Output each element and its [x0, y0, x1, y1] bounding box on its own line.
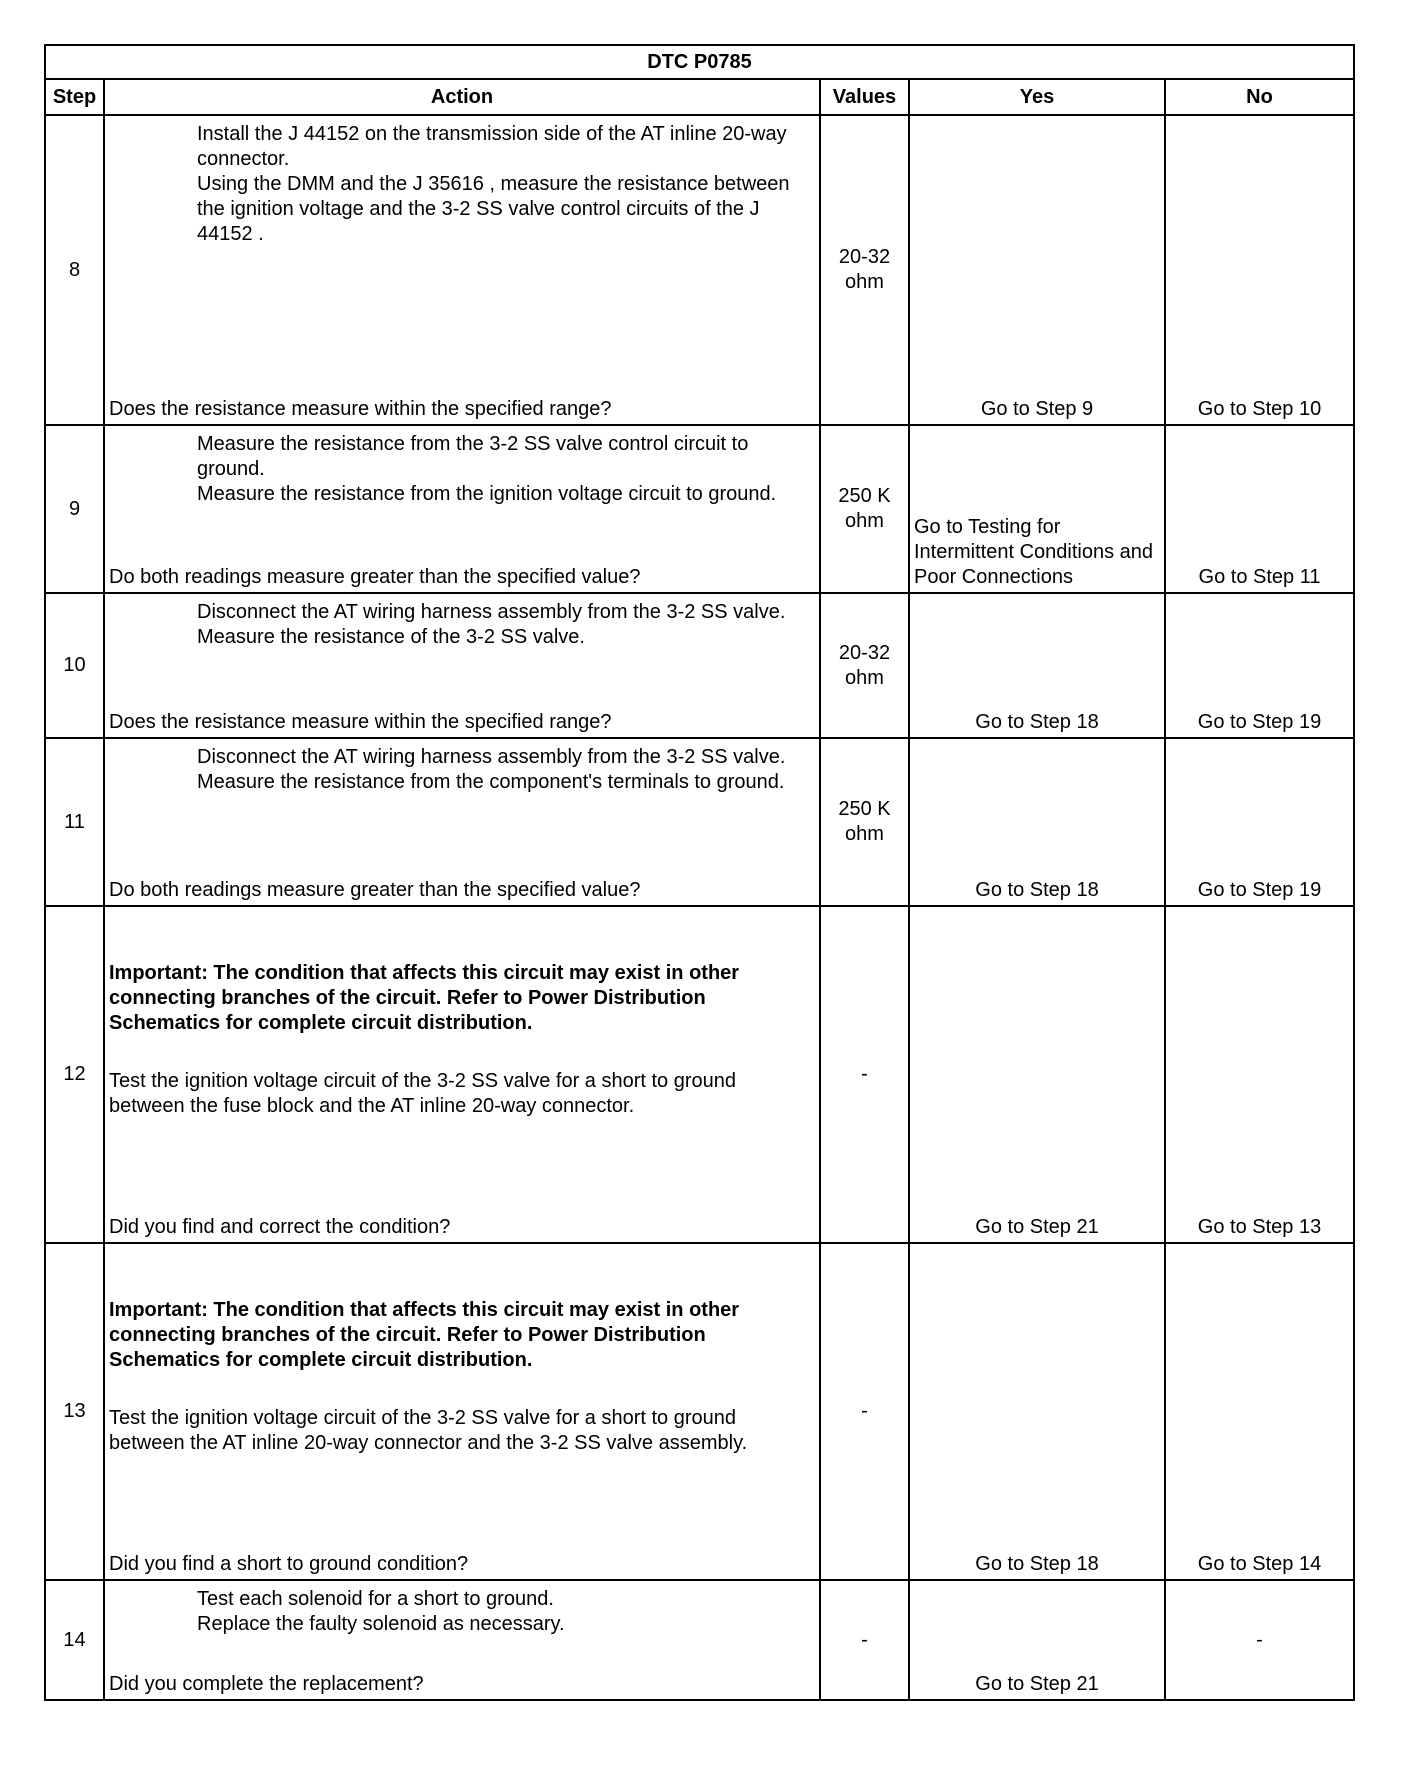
- no-link[interactable]: Go to Step 19: [1197, 711, 1322, 733]
- question: Do both readings measure greater than the specified value?: [109, 566, 641, 588]
- instruction: Measure the resistance from the ignition voltage circuit to ground.: [197, 483, 777, 505]
- header-yes: Yes: [909, 79, 1165, 115]
- no-cell: [1165, 1580, 1354, 1700]
- header-step: Step: [45, 79, 104, 115]
- value-cell: [820, 1580, 909, 1700]
- yes-cell: [909, 906, 1165, 1243]
- question: Do both readings measure greater than the specified value?: [109, 879, 641, 901]
- action-cell: [104, 593, 820, 738]
- instruction: Disconnect the AT wiring harness assembly from the 3-2 SS valve.: [197, 746, 786, 768]
- action-cell: [104, 738, 820, 906]
- yes-link[interactable]: Go to Step 21: [975, 1216, 1099, 1238]
- value-cell: [820, 1243, 909, 1580]
- table-row: [45, 593, 1354, 738]
- yes-link[interactable]: Go to Step 18: [975, 711, 1099, 733]
- step-number: 13: [45, 1243, 104, 1580]
- instruction: Using the DMM and the J 35616 , measure the resistance between the ignition voltage and the 3-2 SS valve control circuits of the J 44152 .: [197, 173, 790, 245]
- instruction: Replace the faulty solenoid as necessary.: [197, 1613, 565, 1635]
- value-text: 20-32: [838, 246, 891, 268]
- instruction: Measure the resistance from the 3-2 SS valve control circuit to ground.: [197, 433, 749, 480]
- step-number: 8: [45, 115, 104, 425]
- question: Did you complete the replacement?: [109, 1673, 424, 1695]
- header-no: No: [1165, 79, 1354, 115]
- no-link[interactable]: Go to Step 14: [1197, 1553, 1322, 1575]
- no-link[interactable]: Go to Step 11: [1198, 566, 1321, 588]
- step-number: 14: [45, 1580, 104, 1700]
- no-cell: [1165, 115, 1354, 425]
- no-cell: [1165, 593, 1354, 738]
- table-row: [45, 906, 1354, 1243]
- no-cell: [1165, 425, 1354, 593]
- yes-cell: [909, 425, 1165, 593]
- yes-link[interactable]: Go to Step 9: [980, 398, 1094, 420]
- action-cell: [104, 1243, 820, 1580]
- action-cell: [104, 425, 820, 593]
- value-cell: [820, 115, 909, 425]
- yes-cell: [909, 738, 1165, 906]
- question: Did you find a short to ground condition?: [109, 1553, 469, 1575]
- question: Does the resistance measure within the specified range?: [109, 711, 612, 733]
- value-text: -: [861, 1400, 868, 1422]
- table-row: [45, 115, 1354, 425]
- no-link[interactable]: Go to Step 13: [1197, 1216, 1322, 1238]
- value-text: 250 K: [838, 798, 891, 820]
- value-unit: ohm: [845, 823, 884, 845]
- instruction: Test each solenoid for a short to ground.: [197, 1588, 554, 1610]
- value-text: -: [861, 1063, 868, 1085]
- no-cell: [1165, 1243, 1354, 1580]
- dtc-table: [44, 44, 1355, 1701]
- yes-cell: [909, 1580, 1165, 1700]
- question: Does the resistance measure within the specified range?: [109, 398, 612, 420]
- yes-link[interactable]: Go to Step 18: [975, 1553, 1099, 1575]
- instruction: Measure the resistance of the 3-2 SS valve.: [197, 626, 585, 648]
- no-cell: [1165, 738, 1354, 906]
- step-number: 11: [45, 738, 104, 906]
- no-link[interactable]: Go to Step 10: [1197, 398, 1322, 420]
- instruction: Install the J 44152 on the transmission side of the AT inline 20-way connector.: [197, 123, 787, 170]
- value-cell: [820, 425, 909, 593]
- step-number: 12: [45, 906, 104, 1243]
- important-note: Important: The condition that affects this circuit may exist in other connecting branches of the circuit. Refer to Power Distribution Schematics for complete circuit distribution.: [109, 1299, 740, 1371]
- yes-cell: [909, 593, 1165, 738]
- instruction: Test the ignition voltage circuit of the 3-2 SS valve for a short to ground between the fuse block and the AT inline 20-way connector.: [109, 1070, 737, 1117]
- header-action: Action: [104, 79, 820, 115]
- instruction: Disconnect the AT wiring harness assembly from the 3-2 SS valve.: [197, 601, 786, 623]
- table-row: [45, 1243, 1354, 1580]
- value-text: 20-32: [838, 641, 891, 664]
- value-text: 250 K: [838, 485, 891, 507]
- action-cell: [104, 1580, 820, 1700]
- instruction: Test the ignition voltage circuit of the 3-2 SS valve for a short to ground between the AT inline 20-way connector and the 3-2 SS valve assembly.: [109, 1407, 748, 1454]
- step-number: 9: [45, 425, 104, 593]
- step-number: 10: [45, 593, 104, 738]
- table-row: [45, 1580, 1354, 1700]
- value-cell: [820, 593, 909, 738]
- value-unit: ohm: [845, 271, 884, 293]
- table-title: DTC P0785: [45, 45, 1354, 79]
- header-values: Values: [820, 79, 909, 115]
- value-cell: [820, 906, 909, 1243]
- yes-link[interactable]: Go to Testing for Intermittent Conditions and Poor Connections: [914, 516, 1154, 588]
- no-value: -: [1256, 1628, 1263, 1651]
- no-cell: [1165, 906, 1354, 1243]
- value-cell: [820, 738, 909, 906]
- action-cell: [104, 906, 820, 1243]
- important-note: Important: The condition that affects this circuit may exist in other connecting branches of the circuit. Refer to Power Distribution Schematics for complete circuit distribution.: [109, 962, 740, 1034]
- yes-cell: [909, 115, 1165, 425]
- table-row: [45, 425, 1354, 593]
- yes-link[interactable]: Go to Step 21: [975, 1673, 1099, 1695]
- instruction: Measure the resistance from the component's terminals to ground.: [197, 771, 785, 793]
- value-text: -: [861, 1628, 868, 1651]
- table-row: [45, 738, 1354, 906]
- question: Did you find and correct the condition?: [109, 1216, 451, 1238]
- value-unit: ohm: [845, 666, 884, 689]
- no-link[interactable]: Go to Step 19: [1197, 879, 1322, 901]
- yes-cell: [909, 1243, 1165, 1580]
- value-unit: ohm: [845, 510, 884, 532]
- action-cell: [104, 115, 820, 425]
- yes-link[interactable]: Go to Step 18: [975, 879, 1099, 901]
